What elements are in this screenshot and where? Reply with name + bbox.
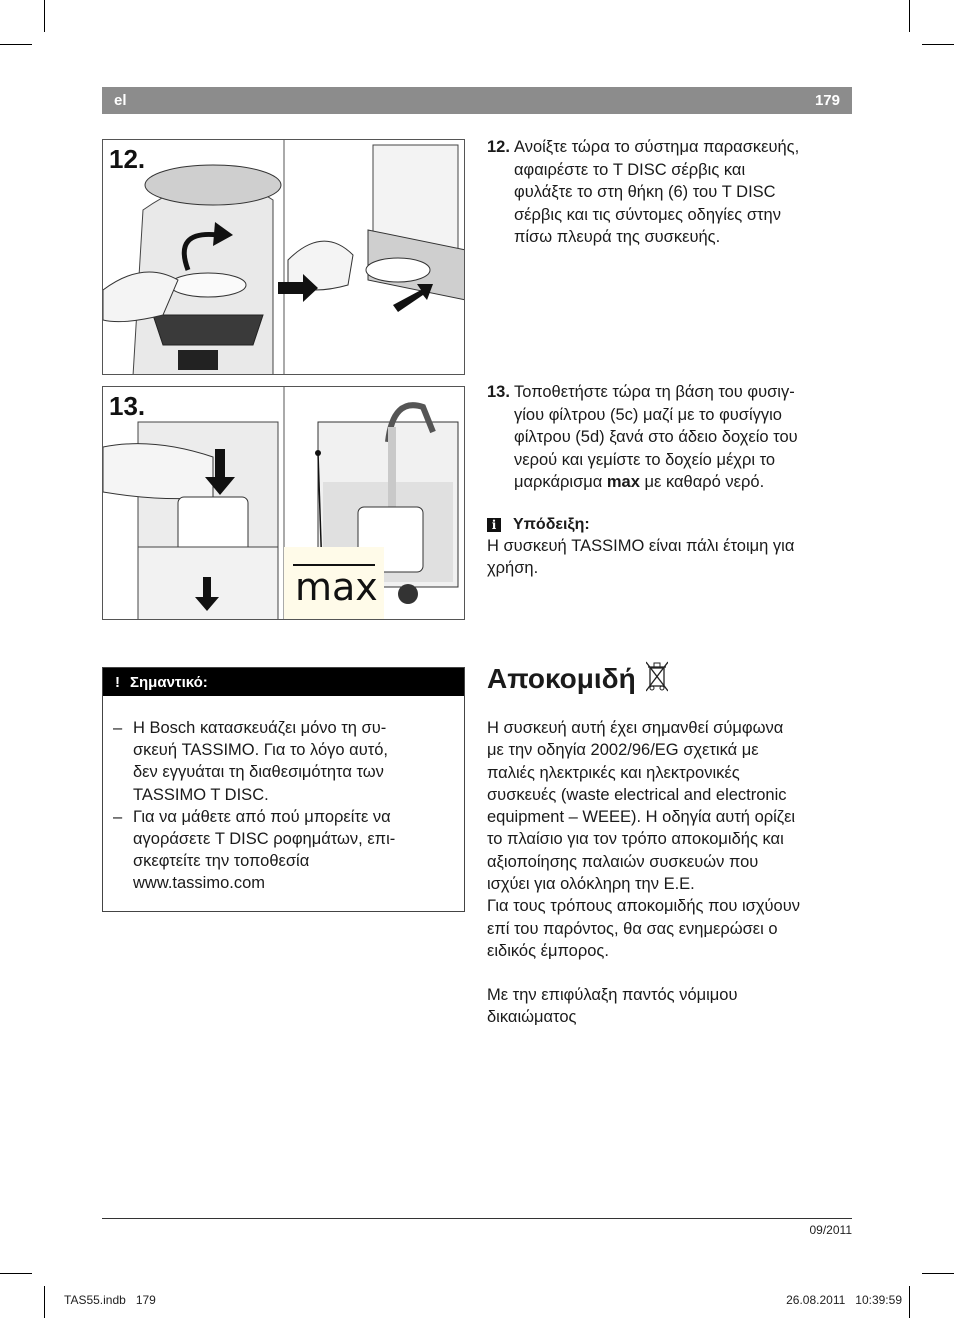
figure-13-illustration (103, 387, 465, 620)
list-line: Για να μάθετε από πού μπορείτε να (133, 807, 391, 826)
crop-mark (44, 1286, 45, 1318)
note-title: Υπόδειξη: (513, 516, 590, 533)
dash: – (113, 719, 123, 737)
para-line: Η συσκευή αυτή έχει σημανθεί σύμφωνα (487, 719, 784, 737)
info-icon: i (487, 518, 501, 532)
crop-mark (0, 1273, 32, 1274)
list-line: αγοράσετε T DISC ροφημάτων, επι- (133, 830, 396, 849)
list-item (103, 806, 464, 895)
figure-13 (102, 386, 465, 620)
language-code: el (114, 92, 127, 109)
step-text: με καθαρό νερό. (639, 473, 765, 491)
print-file-info: TAS55.indb 179 (64, 1293, 156, 1307)
page-number: 179 (814, 92, 840, 109)
step-line: γίου φίλτρου (5c) μαζί με το φυσίγγιο (514, 405, 782, 424)
note-line: Η συσκευή TASSIMO είναι πάλι έτοιμη για (487, 537, 795, 555)
para-line: Με την επιφύλαξη παντός νόμιμου (487, 986, 738, 1004)
step-number: 13. (487, 383, 510, 401)
crop-mark (44, 0, 45, 32)
disposal-paragraph (487, 717, 857, 962)
note-line: χρήση. (487, 559, 539, 577)
step-line: Τοποθετήστε τώρα τη βάση του φυσιγ- (514, 383, 795, 401)
para-line: το πλαίσιο για τον τρόπο αποκομιδής και (487, 830, 784, 849)
para-line: Για τους τρόπους αποκομιδής που ισχύουν (487, 897, 801, 916)
figure-12 (102, 139, 465, 375)
para-line: συσκευές (waste electrical and electronic (487, 785, 787, 804)
crop-mark (922, 44, 954, 45)
list-line: Η Bosch κατασκευάζει μόνο τη συ- (133, 719, 387, 737)
para-line: ισχύει για ολόκληρη την Ε.Ε. (487, 875, 695, 894)
step-line: νερού και γεμίστε το δοχείο μέχρι το (514, 450, 776, 469)
step-line: πίσω πλευρά της συσκευής. (514, 228, 721, 246)
crop-mark (0, 44, 32, 45)
step-line (514, 471, 857, 494)
para-line: επί του παρόντος, θα σας ενημερώσει ο (487, 919, 778, 938)
step-text: μαρκάρισμα (514, 473, 607, 491)
list-line: σκεφτείτε την τοποθεσία (133, 852, 310, 871)
list-line: σκευή TASSIMO. Για το λόγο αυτό, (133, 741, 389, 760)
step-12 (487, 136, 857, 249)
note-block (487, 516, 857, 579)
important-title: Σημαντικό: (130, 673, 208, 691)
step-line: Ανοίξτε τώρα το σύστημα παρασκευής, (514, 138, 800, 156)
footer-date: 09/2011 (809, 1223, 852, 1237)
step-13 (487, 381, 857, 494)
para-line: δικαιώματος (487, 1008, 577, 1027)
rights-paragraph (487, 984, 857, 1029)
important-box (102, 667, 465, 912)
para-line: με την οδηγία 2002/96/EG σχετικά με (487, 741, 759, 760)
print-timestamp: 26.08.2011 10:39:59 (786, 1293, 902, 1307)
para-line: παλιές ηλεκτρικές και ηλεκτρονικές (487, 763, 740, 782)
max-bold: max (606, 473, 640, 491)
crop-mark (909, 1286, 910, 1318)
step-line: αφαιρέστε το T DISC σέρβις και (514, 160, 746, 179)
section-title: Αποκομιδή (487, 662, 636, 694)
figure-12-illustration (103, 140, 465, 375)
crop-mark (922, 1273, 954, 1274)
website-link[interactable]: www.tassimo.com (133, 874, 266, 893)
max-marking-label: max (295, 565, 378, 609)
step-line: φίλτρου (5d) ξανά στο άδειο δοχείο του (514, 428, 798, 446)
crossed-bin-icon (646, 660, 668, 697)
page-header (102, 87, 852, 114)
crop-mark (909, 0, 910, 32)
para-line: ειδικός έμπορος. (487, 941, 609, 960)
list-line: TASSIMO T DISC. (133, 785, 269, 804)
exclamation-icon: ! (115, 673, 120, 691)
dash: – (113, 807, 123, 826)
disposal-heading (487, 660, 668, 697)
list-line: δεν εγγυάται τη διαθεσιμότητα των (133, 763, 384, 782)
important-header (103, 668, 464, 696)
step-number: 12. (487, 138, 510, 156)
figure-number: 13. (109, 391, 146, 421)
step-line: φυλάξτε το στη θήκη (6) του T DISC (514, 183, 776, 201)
figure-number: 12. (109, 144, 146, 174)
step-line: σέρβις και τις σύντομες οδηγίες στην (514, 205, 781, 224)
para-line: αξιοποίησης παλαιών συσκευών που (487, 852, 759, 871)
para-line: equipment – WEEE). Η οδηγία αυτή ορίζει (487, 808, 796, 827)
list-item (103, 717, 464, 806)
footer-rule (102, 1218, 852, 1219)
